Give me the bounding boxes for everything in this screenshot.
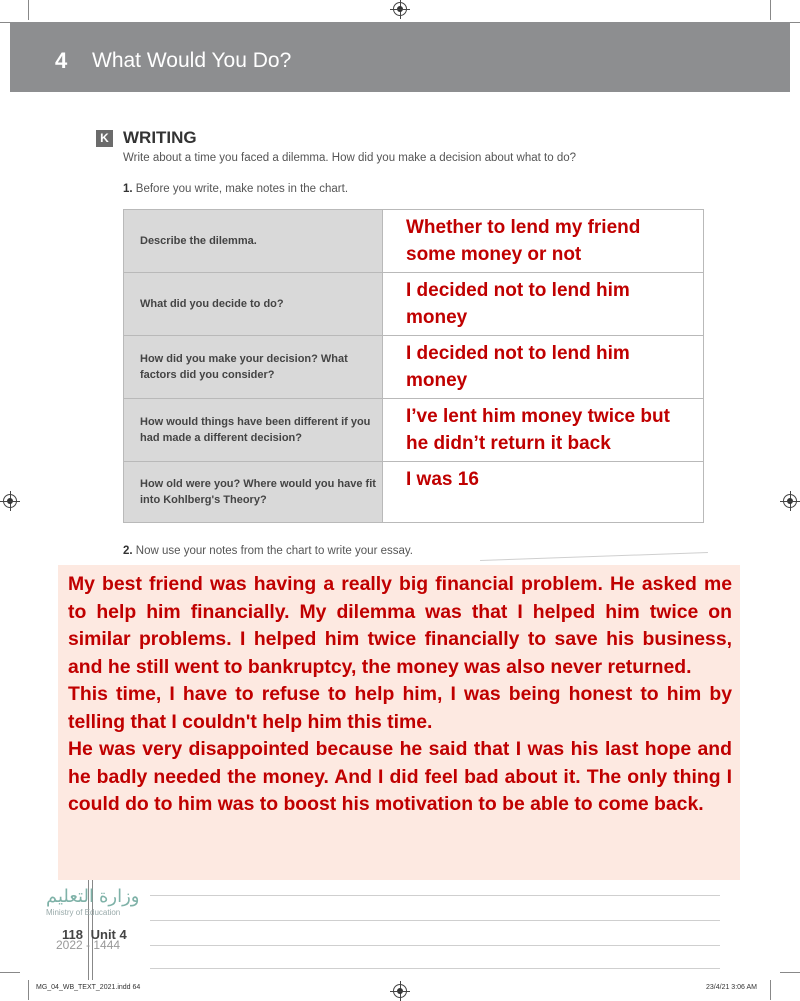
crop-mark (0, 972, 20, 973)
writing-line (150, 968, 720, 969)
ministry-logo-english: Ministry of Education (46, 908, 121, 917)
chapter-header (10, 22, 790, 92)
step-2-number: 2. (123, 545, 133, 557)
writing-line (150, 895, 720, 896)
chart-question: How did you make your decision? What factors did you consider? (124, 336, 383, 399)
chart-row (124, 210, 704, 273)
chart-answer[interactable]: Whether to lend my friend some money or not (383, 210, 704, 273)
writing-line (480, 552, 708, 561)
page-number (62, 927, 127, 942)
chart-answer[interactable]: I decided not to lend him money (383, 336, 704, 399)
ministry-logo: وزارة التعليم (46, 886, 140, 906)
section-badge: K (96, 130, 113, 147)
step-1-text: Before you write, make notes in the chart. (135, 183, 349, 195)
step-1-instruction (123, 183, 348, 195)
registration-mark-icon (393, 984, 407, 998)
ministry-year: 2022 - 1444 (56, 938, 121, 952)
essay-paragraph: My best friend was having a really big financial problem. He asked me to help him financially. My dilemma was that I helped him twice on similar problems. I helped him twice financially to save his business, and he still went to bankruptcy, the money was also never returned. (68, 573, 732, 678)
unit-label: Unit 4 (90, 927, 127, 942)
notes-chart (123, 209, 704, 523)
essay-paragraph: This time, I have to refuse to help him, I was being honest to him by telling that I couldn't help him this time. (68, 683, 732, 733)
registration-mark-icon (783, 494, 797, 508)
print-timestamp: 23/4/21 3:06 AM (706, 984, 757, 991)
crop-mark (28, 0, 29, 20)
chart-question: Describe the dilemma. (124, 210, 383, 273)
crop-mark (770, 980, 771, 1000)
step-1-number: 1. (123, 183, 133, 195)
step-2-instruction (123, 545, 413, 557)
chapter-number: 4 (55, 48, 68, 73)
chart-row (124, 336, 704, 399)
writing-line (150, 945, 720, 946)
registration-mark-icon (3, 494, 17, 508)
writing-line (150, 920, 720, 921)
page-number-value: 118 (62, 927, 83, 942)
chart-row (124, 273, 704, 336)
chart-answer[interactable]: I decided not to lend him money (383, 273, 704, 336)
section-title: WRITING (123, 128, 197, 147)
chart-answer[interactable]: I was 16 (383, 462, 704, 523)
file-name: MG_04_WB_TEXT_2021.indd 64 (36, 984, 141, 991)
registration-mark-icon (393, 2, 407, 16)
chart-question: How old were you? Where would you have fit into Kohlberg's Theory? (124, 462, 383, 523)
essay-answer[interactable] (58, 565, 740, 880)
crop-mark (28, 980, 29, 1000)
essay-paragraph: He was very disappointed because he said that I was his last hope and he badly needed the money. And I did feel bad about it. The only thing I could do to him was to boost his motivation to be able to come back. (68, 738, 732, 815)
section-instruction: Write about a time you faced a dilemma. How did you make a decision about what to do? (123, 152, 577, 164)
chart-question: How would things have been different if you had made a different decision? (124, 399, 383, 462)
crop-mark (770, 0, 771, 20)
crop-mark (780, 972, 800, 973)
chart-row (124, 399, 704, 462)
chart-row (124, 462, 704, 523)
chart-question: What did you decide to do? (124, 273, 383, 336)
chapter-title: What Would You Do? (92, 49, 292, 72)
step-2-text: Now use your notes from the chart to write your essay. (135, 545, 413, 557)
chart-answer[interactable]: I’ve lent him money twice but he didn’t return it back (383, 399, 704, 462)
